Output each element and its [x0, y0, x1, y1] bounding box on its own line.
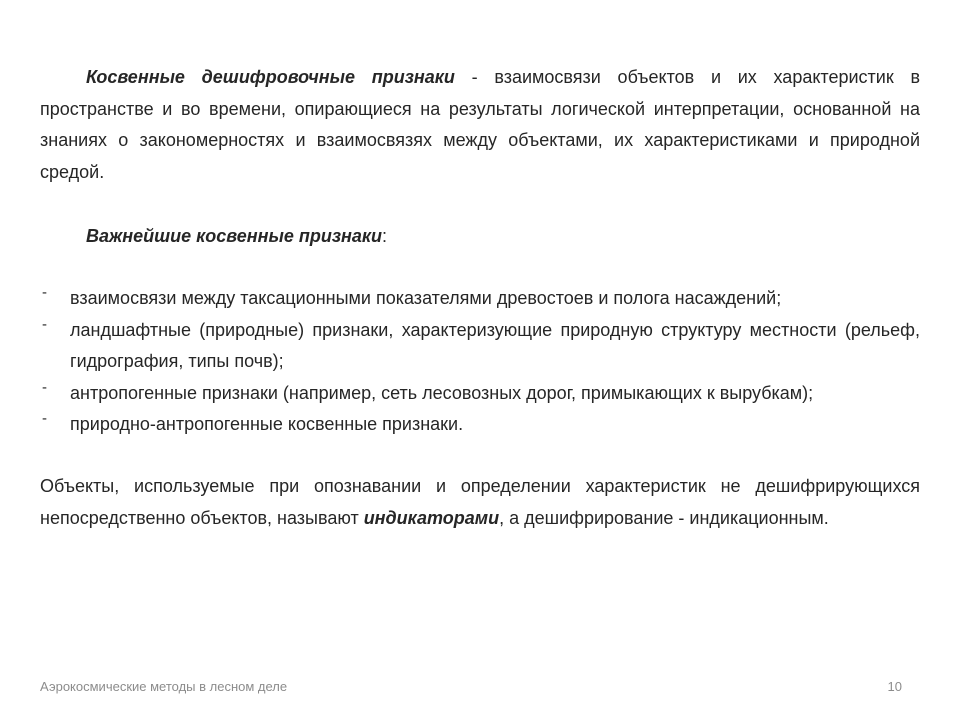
bullet-list [40, 283, 920, 441]
section-heading [40, 221, 920, 253]
bullet-marker: - [42, 315, 47, 333]
definition-paragraph [40, 62, 920, 188]
bullet-marker: - [42, 378, 47, 396]
closing-paragraph [40, 471, 920, 534]
list-item-text: ландшафтные (природные) признаки, характеризующие природную структуру местности (рельеф, гидрография, типы почв); [70, 319, 920, 372]
bullet-marker: - [42, 283, 47, 301]
spacer [40, 253, 920, 283]
bullet-marker: - [42, 410, 47, 428]
definition-term: Косвенные дешифровочные признаки [86, 67, 455, 87]
closing-text-after: , а дешифрирование - индикационным. [499, 507, 829, 528]
list-item-text: природно-антропогенные косвенные признаки. [70, 414, 464, 435]
definition-text: - взаимосвязи объектов и их характеристик в пространстве и во времени, опирающиеся на результаты логической интерпретации, основанной на знаниях о закономерностях и взаимосвязях между объектами, их характеристиками и природной средой. [40, 67, 921, 182]
footer-title: Аэрокосмические методы в лесном деле [40, 679, 288, 694]
slide-content [40, 62, 920, 534]
list-item-text: антропогенные признаки (например, сеть лесовозных дорог, примыкающих к вырубкам); [70, 382, 814, 403]
closing-emphasis: индикаторами [363, 507, 500, 528]
spacer [40, 441, 920, 471]
page-number: 10 [887, 679, 902, 694]
list-item [40, 315, 920, 378]
list-item [40, 409, 920, 441]
list-item-text: взаимосвязи между таксационными показателями древостоев и полога насаждений; [70, 287, 782, 308]
closing-text-before: Объекты, используемые при опознавании и определении характеристик не дешифрирующихся непосредственно объектов, называют [40, 475, 920, 528]
list-item [40, 283, 920, 315]
section-heading-label: Важнейшие косвенные признаки [86, 226, 383, 247]
section-heading-suffix: : [382, 226, 388, 247]
list-item [40, 378, 920, 410]
spacer [40, 188, 920, 221]
